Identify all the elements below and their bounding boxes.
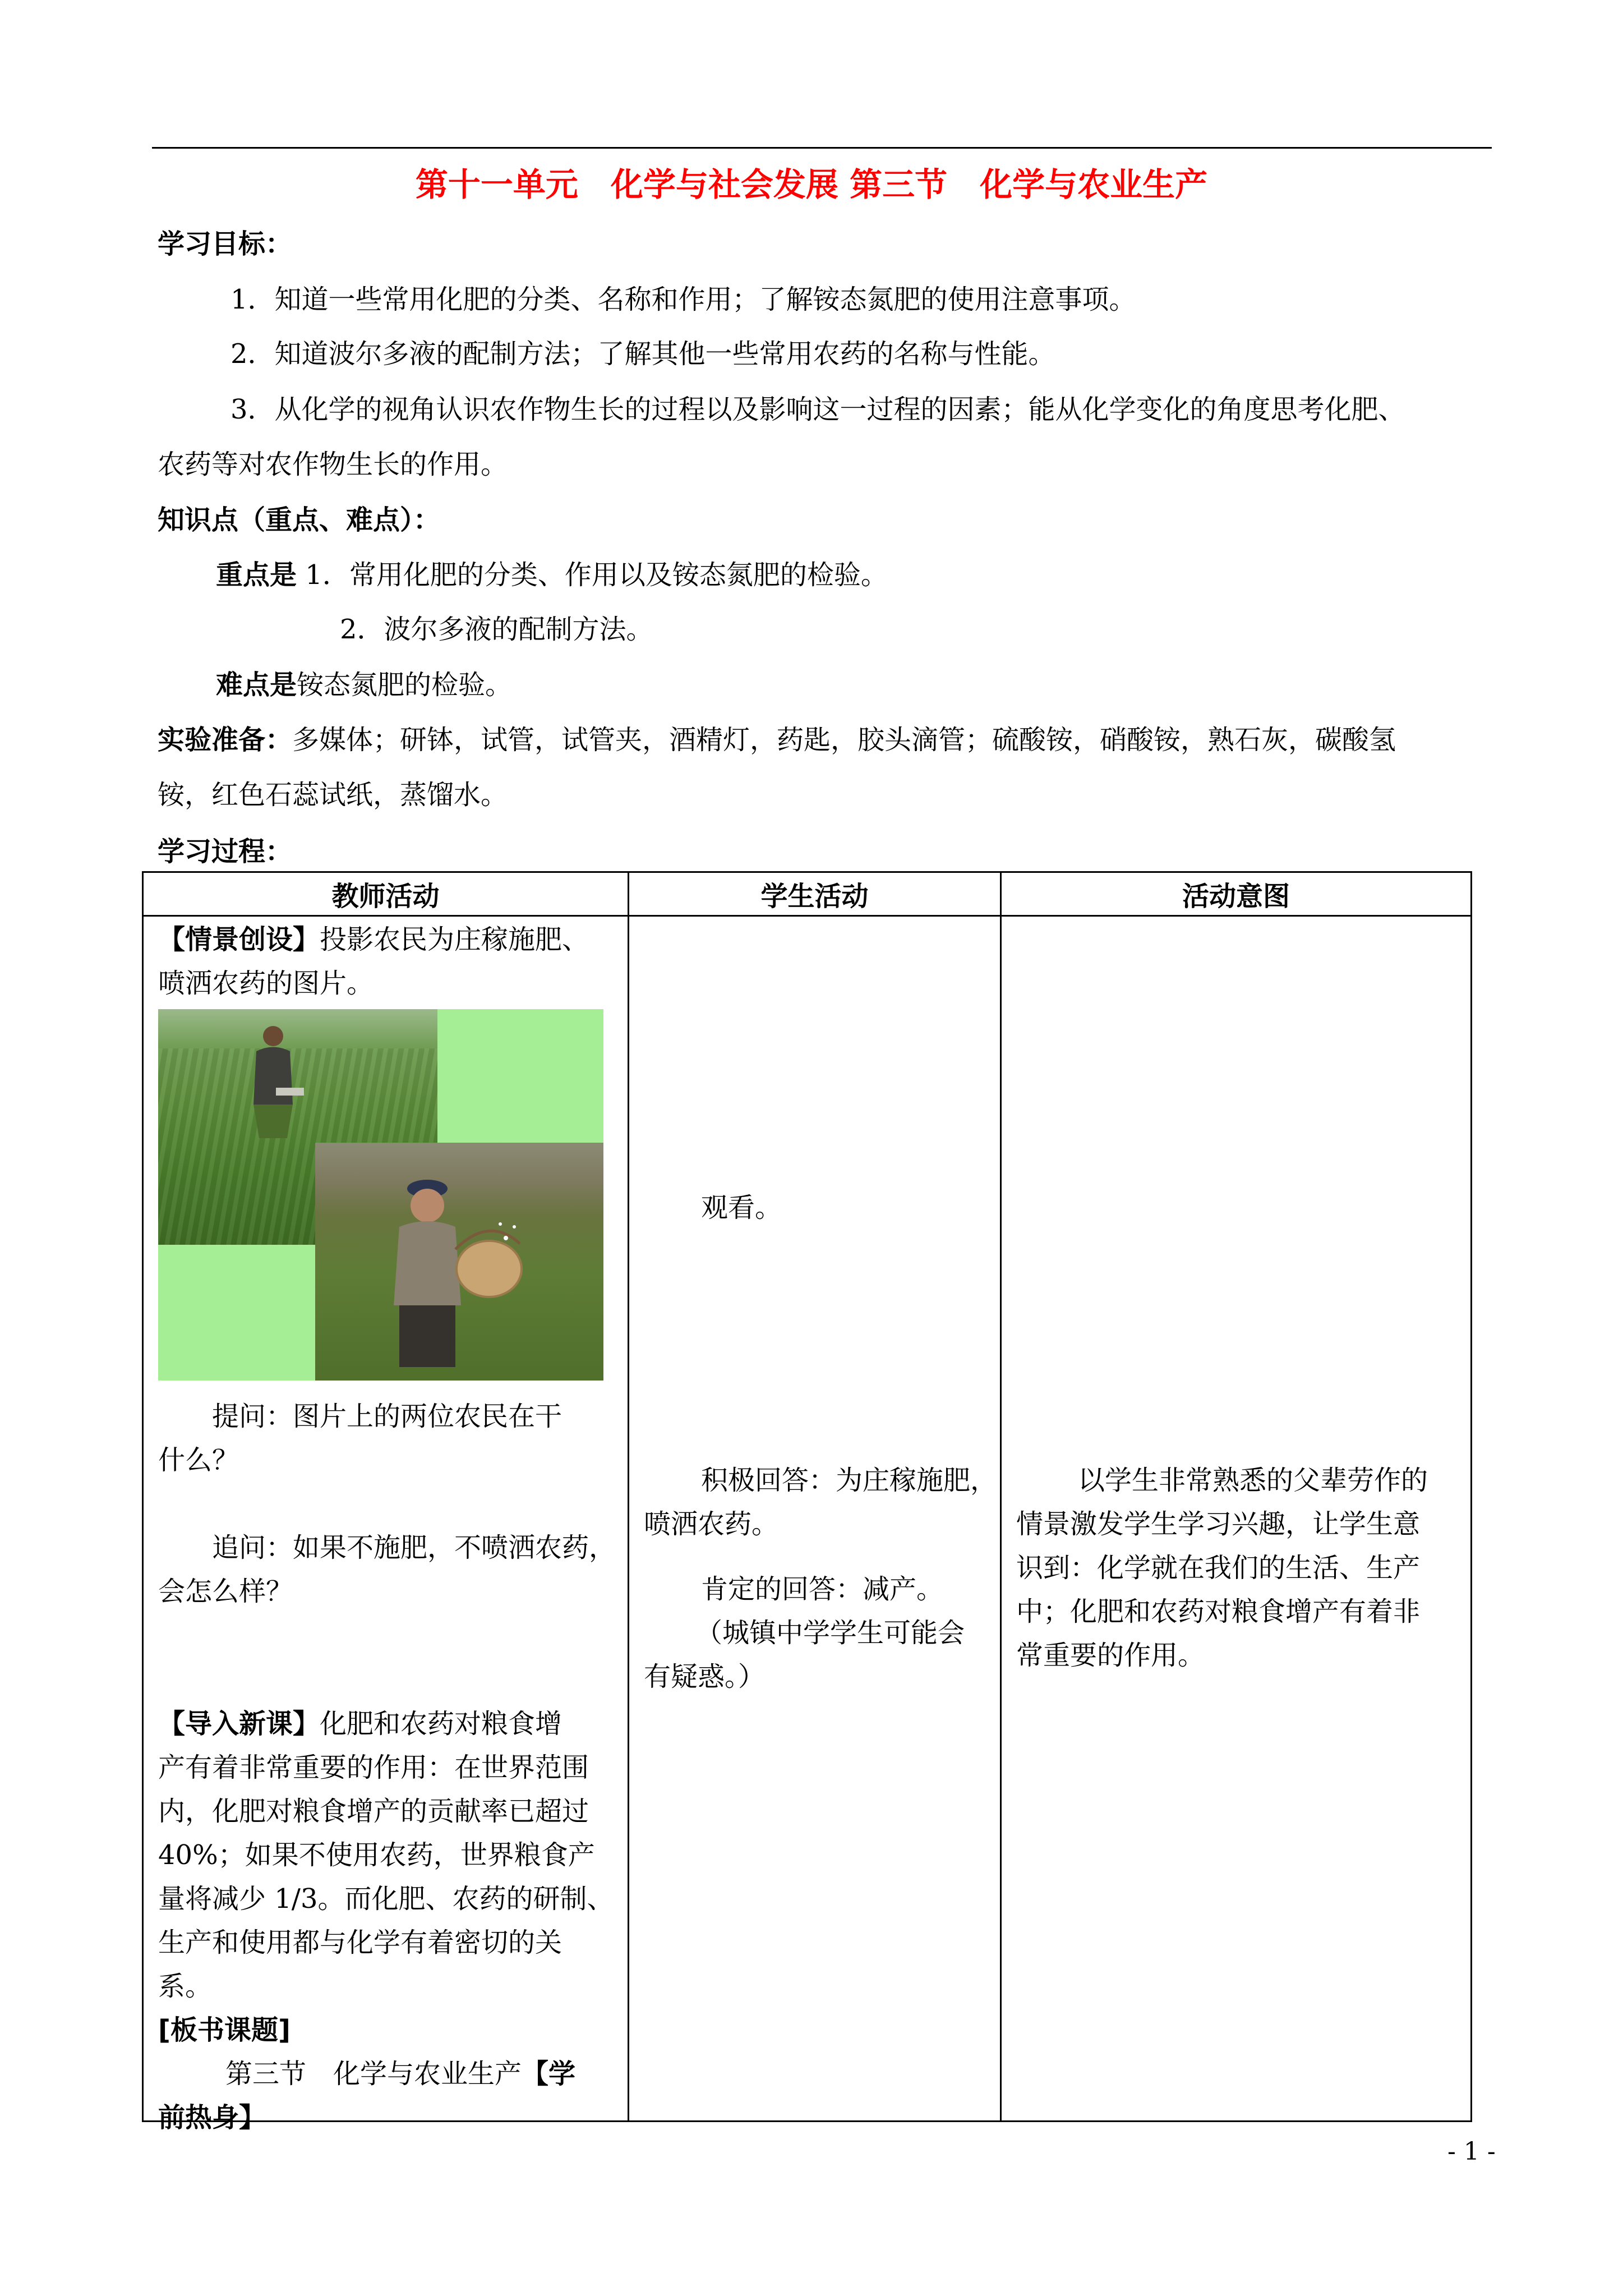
intent-line-1: 以学生非常熟悉的父辈劳作的 <box>1078 1465 1428 1496</box>
intent-line-5: 常重要的作用。 <box>1016 1640 1205 1671</box>
preparation-line-2: 铵，红色石蕊试纸，蒸馏水。 <box>158 779 508 811</box>
key-text-1: 1．常用化肥的分类、作用以及铵态氮肥的检验。 <box>297 559 888 591</box>
intro-line-6: 生产和使用都与化学有着密切的关 <box>158 1927 562 1958</box>
board-title: 第三节 化学与农业生产 <box>225 2058 522 2090</box>
intro-line-1: 化肥和农药对粮食增 <box>320 1708 562 1740</box>
objectives-heading: 学习目标： <box>158 228 293 260</box>
key-point-1 <box>216 555 888 595</box>
preparation-label: 实验准备： <box>158 724 293 756</box>
scene-tag: 【情景创设】 <box>158 924 320 955</box>
difficult-label: 难点是 <box>216 669 297 701</box>
difficult-text: 铵态氮肥的检验。 <box>297 669 513 701</box>
intent-line-4: 中；化肥和农药对粮食增产有着非 <box>1016 1596 1421 1627</box>
page-number: - 1 - <box>1447 2137 1496 2166</box>
page-title: 第十一单元 化学与社会发展 第三节 化学与农业生产 <box>415 165 1208 204</box>
warmup-tag-2: 前热身】 <box>158 2102 266 2133</box>
difficult-point <box>216 665 512 705</box>
intro-line-5: 量将减少 1/3。而化肥、农药的研制、 <box>158 1883 614 1915</box>
scene-text <box>158 918 624 1005</box>
board-section <box>158 2008 624 2139</box>
learning-process-table <box>142 871 1472 2133</box>
question-1-a: 提问：图片上的两位农民在干 <box>212 1401 562 1432</box>
student-cell <box>629 916 1001 2122</box>
student-watch: 观看。 <box>701 1192 782 1223</box>
key-point-2: 2．波尔多液的配制方法。 <box>340 614 653 645</box>
question-1-b: 什么？ <box>158 1444 239 1476</box>
student-answer-1 <box>644 1458 997 1546</box>
header-rule <box>152 147 1492 149</box>
question-2 <box>158 1526 624 1613</box>
board-label: [板书课题] <box>158 2014 291 2046</box>
student-answer-1-b: 喷洒农药。 <box>644 1508 779 1540</box>
student-note <box>644 1611 997 1699</box>
objective-item-3: 3．从化学的视角认识农作物生长的过程以及影响这一过程的因素；能从化学变化的角度思考化肥、 <box>230 394 1405 425</box>
intro-line-4: 40%；如果不使用农药，世界粮食产 <box>158 1839 595 1871</box>
intro-line-7: 系。 <box>158 1971 213 2002</box>
table-header-row <box>143 872 1472 916</box>
question-1 <box>158 1395 624 1482</box>
preparation-text-1: 多媒体；研钵，试管，试管夹，酒精灯，药匙，胶头滴管；硫酸铵，硝酸铵，熟石灰，碳酸氢 <box>292 724 1396 756</box>
header-teacher: 教师活动 <box>143 872 629 916</box>
student-answer-1-a: 积极回答：为庄稼施肥， <box>701 1465 998 1496</box>
farmer-fertilizing-photo <box>315 1143 603 1381</box>
intro-tag: 【导入新课】 <box>158 1708 320 1740</box>
knowledge-heading: 知识点（重点、难点）： <box>158 504 441 536</box>
teacher-cell <box>143 916 629 2133</box>
preparation-line-1 <box>158 720 1396 760</box>
intro-line-3: 内，化肥对粮食增产的贡献率已超过 <box>158 1796 589 1827</box>
farmer-2-figure <box>377 1171 523 1378</box>
objective-item-1: 1．知道一些常用化肥的分类、名称和作用；了解铵态氮肥的使用注意事项。 <box>230 284 1136 315</box>
process-heading: 学习过程： <box>158 836 293 867</box>
student-note-a: （城镇中学学生可能会 <box>695 1617 965 1649</box>
key-label: 重点是 <box>216 559 297 591</box>
scene-text-1: 投影农民为庄稼施肥、 <box>320 924 589 955</box>
warmup-tag-1: 【学 <box>522 2058 576 2090</box>
intent-line-3: 识到：化学就在我们的生活、生产 <box>1016 1552 1421 1584</box>
question-2-a: 追问：如果不施肥，不喷洒农药， <box>212 1532 616 1563</box>
objective-item-3-cont: 农药等对农作物生长的作用。 <box>158 449 508 480</box>
scene-text-2: 喷洒农药的图片。 <box>158 968 374 999</box>
question-2-b: 会怎么样？ <box>158 1576 293 1607</box>
intent-line-2: 情景激发学生学习兴趣，让学生意 <box>1016 1508 1421 1540</box>
intent-cell <box>1001 916 1472 2122</box>
header-intent: 活动意图 <box>1001 872 1472 916</box>
intro-line-2: 产有着非常重要的作用：在世界范围 <box>158 1752 589 1783</box>
intro-paragraph <box>158 1702 624 2008</box>
objective-item-2: 2．知道波尔多液的配制方法；了解其他一些常用农药的名称与性能。 <box>230 338 1055 370</box>
table-row <box>143 916 1472 2122</box>
student-note-b: 有疑惑。） <box>644 1661 766 1692</box>
farmers-photo <box>158 1009 603 1381</box>
intent-paragraph <box>1016 1458 1465 1677</box>
farmer-1-figure <box>242 1020 304 1138</box>
student-answer-2: 肯定的回答：减产。 <box>701 1573 944 1605</box>
header-student: 学生活动 <box>629 872 1001 916</box>
